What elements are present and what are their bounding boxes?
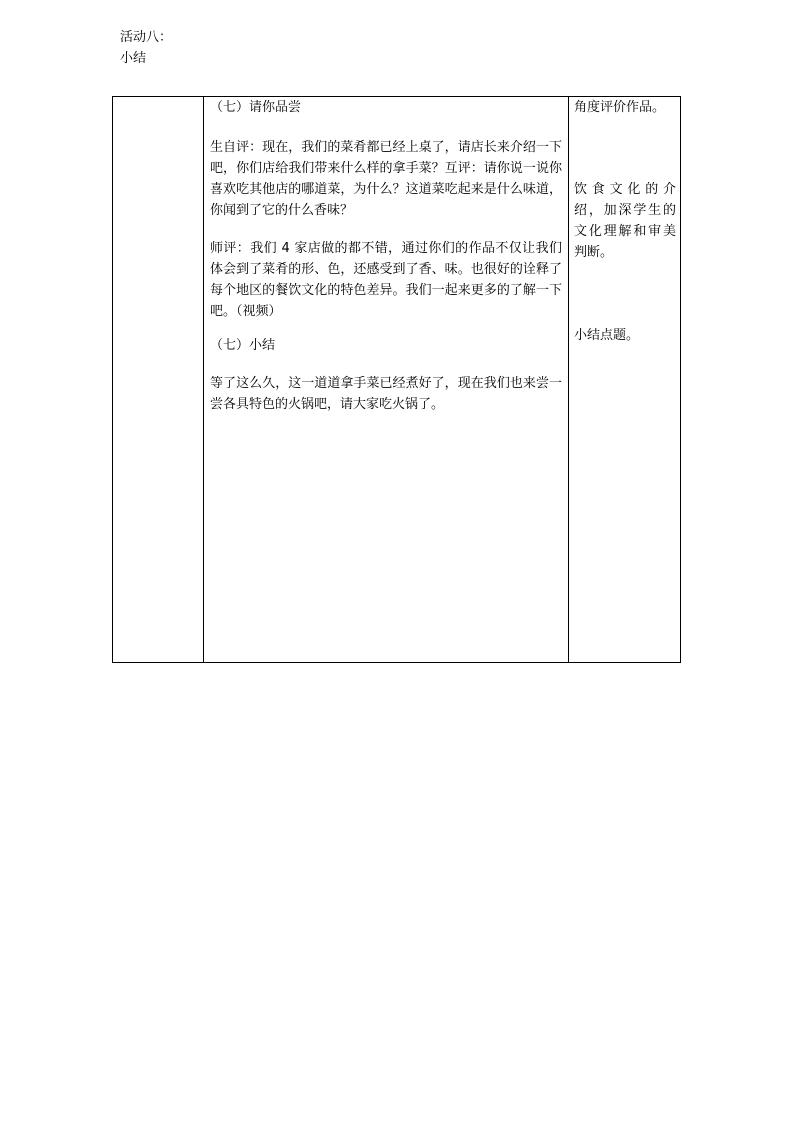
table-row <box>113 97 681 663</box>
activity-label-line1: 活动八： <box>120 30 173 45</box>
activity-label-line2: 小结 <box>120 51 147 66</box>
note-food-culture: 饮食文化的介绍，加深学生的文化理解和审美判断。 <box>574 182 676 260</box>
activity-cell <box>113 30 204 663</box>
notes-cell <box>569 97 681 663</box>
summary-paragraph: 等了这么久，这一道道拿手菜已经煮好了，现在我们也来尝一尝各具特色的火锅吧，请大家吃火锅了。 <box>210 376 562 412</box>
content-cell <box>204 97 569 663</box>
teacher-eval-paragraph: 师评：我们 4 家店做的都不错，通过你们的作品不仅让我们体会到了菜肴的形、色，还感受到了香、味。也很好的诠释了每个地区的餐饮文化的特色差异。我们一起来更多的了解一下吧。（视频） <box>210 241 562 319</box>
heading-taste: （七）请你品尝 <box>210 100 302 115</box>
note-summary: 小结点题。 <box>574 328 640 343</box>
note-evaluate-work: 角度评价作品。 <box>574 100 666 115</box>
lesson-plan-table <box>112 30 681 663</box>
heading-summary: （七）小结 <box>210 338 276 353</box>
self-eval-paragraph: 生自评：现在，我们的菜肴都已经上桌了，请店长来介绍一下吧，你们店给我们带来什么样的拿手菜？互评：请你说一说你喜欢吃其他店的哪道菜，为什么？这道菜吃起来是什么味道，你闻到了它的什么香味？ <box>210 140 562 218</box>
